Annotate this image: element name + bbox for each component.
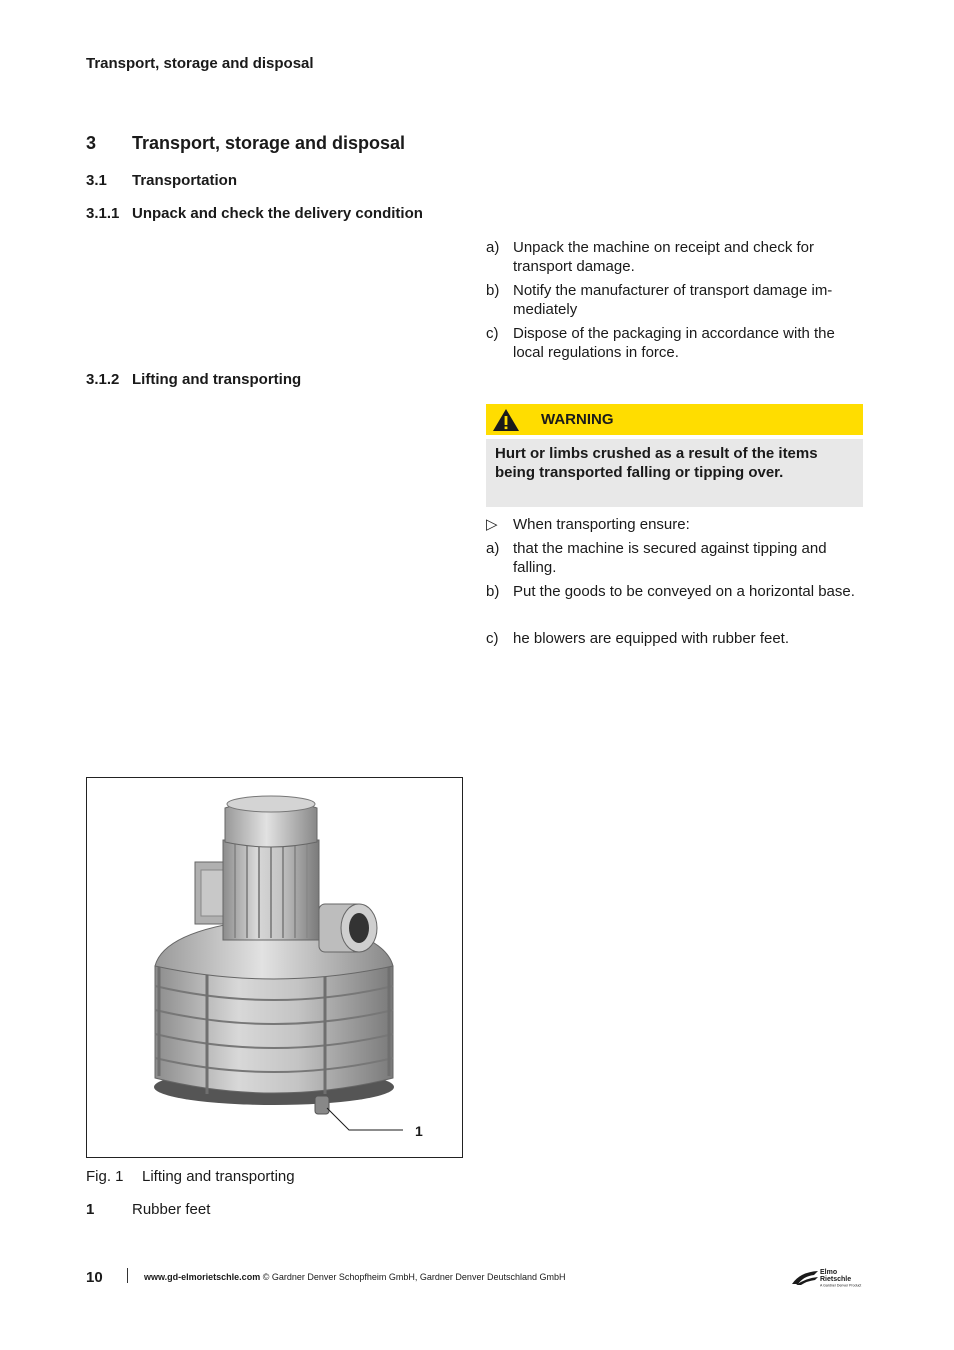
list-item	[486, 629, 866, 648]
subsection-title: Unpack and check the delivery condition	[132, 205, 423, 222]
swoosh-icon	[790, 1266, 866, 1288]
figure-callout: 1	[415, 1123, 423, 1139]
list-text: that the machine is secured against tipping and falling.	[513, 540, 827, 576]
subsection-heading-lifting	[86, 371, 301, 388]
warning-header	[486, 404, 863, 435]
footer-divider	[127, 1268, 128, 1283]
list-text: Dispose of the packaging in accordance with the local regulations in force.	[513, 325, 835, 361]
subsection-heading-transportation	[86, 172, 237, 189]
list-item	[486, 539, 866, 577]
logo-line1: Elmo	[820, 1269, 838, 1276]
blower-illustration	[87, 778, 462, 1157]
subsection-title: Transportation	[132, 172, 238, 189]
section-title: Transport, storage and disposal	[132, 133, 406, 153]
list-text: When transporting ensure:	[513, 516, 690, 533]
legend-number: 1	[86, 1201, 95, 1218]
list-label: b)	[486, 583, 500, 600]
footer-url[interactable]: www.gd-elmorietschle.com	[144, 1272, 261, 1282]
section-number: 3	[86, 133, 97, 153]
list-item	[486, 238, 866, 276]
page-number: 10	[86, 1269, 103, 1286]
list-label: ▷	[486, 516, 498, 533]
list-label: c)	[486, 630, 499, 647]
list-label: c)	[486, 325, 499, 342]
subsection-heading-unpack	[86, 205, 423, 222]
warning-body	[486, 439, 863, 507]
subsection-title: Lifting and transporting	[132, 371, 302, 388]
subsection-number: 3.1.1	[86, 205, 120, 222]
list-text: Unpack the machine on receipt and check for transport damage.	[513, 239, 815, 275]
warning-triangle-icon	[492, 408, 520, 432]
figure-legend	[86, 1201, 210, 1218]
running-head: Transport, storage and disposal	[86, 55, 314, 72]
logo-line3: A Gardner Denver Product	[820, 1283, 862, 1288]
footer-copyright: © Gardner Denver Schopfheim GmbH, Gardner Denver Deutschland GmbH	[262, 1272, 566, 1282]
figure-caption-text: Lifting and transporting	[142, 1168, 295, 1185]
list-item	[486, 324, 866, 362]
list-text: Put the goods to be conveyed on a horizontal base.	[513, 583, 855, 600]
list-item	[486, 515, 866, 534]
list-item	[486, 281, 866, 319]
list-label: a)	[486, 239, 500, 256]
list-item	[486, 582, 866, 601]
logo-line2: Rietschle	[820, 1276, 852, 1283]
section-heading	[86, 133, 405, 154]
list-text: he blowers are equipped with rubber feet.	[513, 630, 790, 647]
figure-caption	[86, 1168, 295, 1185]
figure-frame	[86, 777, 463, 1158]
legend-text: Rubber feet	[132, 1201, 211, 1218]
subsection-number: 3.1.2	[86, 371, 120, 388]
list-label: a)	[486, 540, 500, 557]
list-label: b)	[486, 282, 500, 299]
list-text: Notify the manufacturer of transport damage im-mediately	[513, 282, 833, 318]
footer-text	[144, 1272, 565, 1282]
subsection-number: 3.1	[86, 172, 107, 189]
brand-logo	[790, 1266, 866, 1288]
warning-label: WARNING	[541, 411, 614, 428]
figure-number: Fig. 1	[86, 1168, 124, 1185]
warning-text: Hurt or limbs crushed as a result of the items being transported falling or tipping over.	[495, 445, 818, 481]
